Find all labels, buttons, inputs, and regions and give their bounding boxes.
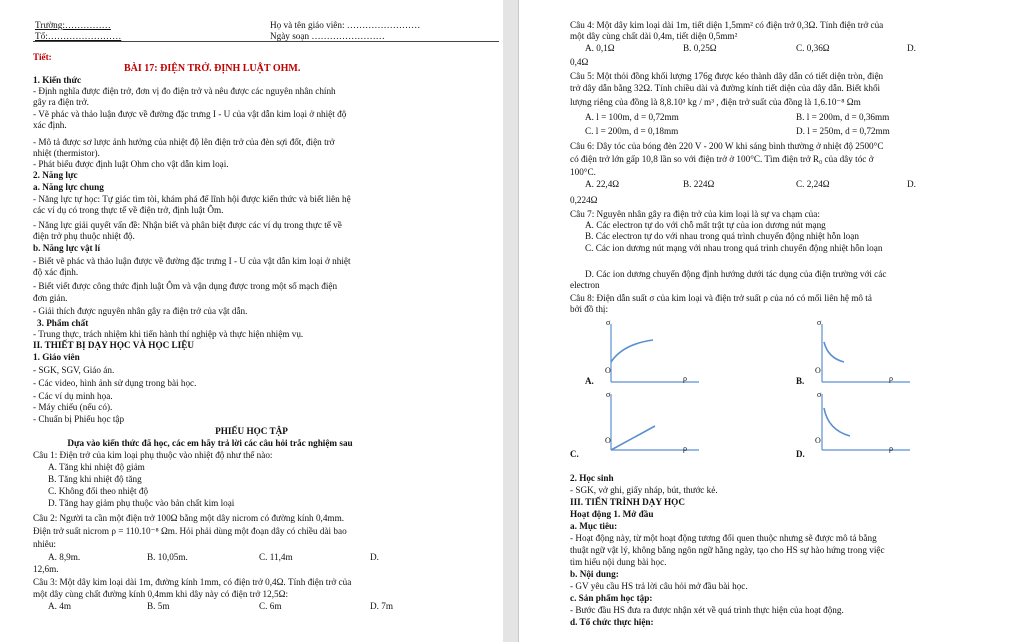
text-line: - Máy chiếu (nếu có).	[33, 402, 113, 412]
text-line: - Năng lực tự học: Tự giác tìm tòi, khám phá để lĩnh hội được kiến thức và biết liên hệ	[33, 194, 351, 204]
graph-c-y-label: σ	[606, 390, 611, 399]
text-line: thuật ngữ vật lý, không bằng ngôn ngữ hằng ngày, tạo cho HS sự hào hứng trong việc	[570, 545, 885, 555]
graph-b	[814, 318, 914, 388]
right-page	[518, 0, 1021, 642]
graph-c-origin: O	[605, 436, 611, 445]
graph-a-x-label: ρ	[683, 374, 687, 383]
date-label: Ngày soạn ……………………	[270, 31, 385, 41]
section-general-competence: a. Năng lực chung	[33, 182, 104, 192]
graph-d-y-label: σ	[817, 390, 822, 399]
text-line: tìm hiểu nội dung bài học.	[570, 557, 667, 567]
q1-option-b: B. Tăng khi nhiệt độ tăng	[48, 474, 142, 484]
text-line: electron	[570, 280, 600, 290]
section-teaching-process: III. TIẾN TRÌNH DẠY HỌC	[570, 497, 685, 507]
graph-d-option: D.	[796, 449, 805, 459]
text-line: - Biết viết được công thức định luật Ôm và vận dụng được trong một số mạch điện	[33, 281, 338, 291]
worksheet-title: PHIẾU HỌC TẬP	[215, 426, 288, 436]
text-line: bởi đồ thị:	[570, 304, 609, 314]
q3-option-a: A. 4m	[48, 601, 71, 611]
section-equipment: II. THIẾT BỊ DẠY HỌC VÀ HỌC LIỆU	[33, 340, 194, 350]
graph-d	[814, 390, 914, 460]
q5-option-c: C. l = 200m, d = 0,18mm	[585, 126, 679, 136]
q7-option-a: A. Các electron tự do với chỗ mất trật tự của ion dương nút mạng	[585, 220, 826, 230]
question-1: Câu 1: Điện trở của kim loại phụ thuộc vào nhiệt độ như thế nào:	[33, 450, 273, 460]
text-line: 0,224Ω	[570, 195, 598, 205]
q1-option-a: A. Tăng khi nhiệt độ giảm	[48, 462, 145, 472]
teacher-label: Họ và tên giáo viên: ……………………	[270, 20, 421, 30]
text-line: một dây cùng chất đường kính 0,4mm khi dây này có điện trở 12,5Ω:	[33, 589, 288, 599]
q3-option-b: B. 5m	[147, 601, 170, 611]
question-6: Câu 6: Dây tóc của bóng đèn 220 V - 200 W khi sáng bình thường ở nhiệt độ 2500°C	[570, 141, 884, 151]
q6-option-d: D.	[907, 179, 916, 189]
q2-option-b: B. 10,05m.	[147, 552, 188, 562]
q5-option-b: B. l = 200m, d = 0,36mm	[796, 112, 890, 122]
text-line: - Chuẩn bị Phiếu học tập	[33, 414, 125, 424]
graph-a	[603, 318, 703, 388]
activity-1-product: c. Sản phẩm học tập:	[570, 593, 653, 603]
q2-option-c: C. 11,4m	[259, 552, 293, 562]
period-label: Tiết:	[33, 52, 52, 62]
q4-option-b: B. 0,25Ω	[683, 43, 717, 53]
text-line: xác định.	[33, 120, 67, 130]
q2-option-a: A. 8,9m.	[48, 552, 81, 562]
lesson-title: BÀI 17: ĐIỆN TRỞ. ĐỊNH LUẬT OHM.	[124, 63, 301, 74]
text-line: đơn giản.	[33, 293, 68, 303]
question-4: Câu 4: Một dây kim loại dài 1m, tiết diện 1,5mm² có điện trở 0,3Ω. Tính điện trở của	[570, 20, 884, 30]
text-line: 100°C.	[570, 167, 596, 177]
text-line: - SGK, SGV, Giáo án.	[33, 365, 115, 375]
graph-c-x-label: ρ	[683, 444, 687, 453]
text-line: - Hoạt động này, từ một hoạt động tương đối quen thuộc nhưng sẽ được mô tả bằng	[570, 533, 877, 543]
group-label: Tổ:……………………	[35, 31, 122, 41]
text-line: Điện trở suất nicrom ρ = 110.10⁻⁸ Ωm. Hỏi phải dùng một đoạn dây có chiều dài bao	[33, 526, 347, 536]
graph-b-x-label: ρ	[889, 374, 893, 383]
q3-option-c: C. 6m	[259, 601, 282, 611]
graph-d-x-label: ρ	[889, 444, 893, 453]
graph-c-option: C.	[570, 449, 579, 459]
text-line: - Trung thực, trách nhiệm khi tiến hành thí nghiệp và thực hiện nhiệm vụ.	[33, 329, 304, 339]
q4-option-c: C. 0,36Ω	[796, 43, 830, 53]
text-line: - Biết vẽ phác và thảo luận được về đường đặc trưng I - U của vật dẫn kim loại ở nhiệt	[33, 256, 351, 266]
text-line: các ví dụ có trong thực tế về điện trở, định luật Ôm.	[33, 205, 224, 215]
question-5: Câu 5: Một thỏi đồng khối lượng 176g được kéo thành dây dẫn có tiết diện tròn, điện	[570, 71, 884, 81]
text-line: độ xác định.	[33, 267, 79, 277]
text-line: 12,6m.	[33, 564, 59, 574]
activity-1-organization: d. Tổ chức thực hiện:	[570, 617, 654, 627]
activity-1-content: b. Nội dung:	[570, 569, 619, 579]
q1-option-d: D. Tăng hay giảm phụ thuộc vào bản chất kim loại	[48, 498, 235, 508]
q2-option-d: D.	[370, 552, 379, 562]
question-7: Câu 7: Nguyên nhân gây ra điện trở của kim loại là sự va chạm của:	[570, 209, 820, 219]
q1-option-c: C. Không đổi theo nhiệt độ	[48, 486, 149, 496]
q3-option-d: D. 7m	[370, 601, 393, 611]
header-rule	[33, 41, 499, 42]
text-line: - Định nghĩa được điện trở, đơn vị đo điện trở và nêu được các nguyên nhân chính	[33, 86, 336, 96]
text-line: - Các ví dụ minh họa.	[33, 391, 113, 401]
q5-option-a: A. l = 100m, d = 0,72mm	[585, 112, 679, 122]
text-line: - Bước đầu HS đưa ra được nhận xét về quá trình thực hiện của hoạt động.	[570, 605, 844, 615]
q5-option-d: D. l = 250m, d = 0,72mm	[796, 126, 890, 136]
section-student: 2. Học sinh	[570, 473, 614, 483]
q6-option-c: C. 2,24Ω	[796, 179, 830, 189]
worksheet-subtitle: Dựa vào kiến thức đã học, các em hãy trả lời các câu hỏi trắc nghiệm sau	[67, 438, 353, 448]
text-line: - SGK, vở ghi, giấy nháp, bút, thước kẻ.	[570, 485, 718, 495]
activity-1-heading: Hoạt động 1. Mở đầu	[570, 509, 654, 519]
graph-a-y-label: σ	[606, 318, 611, 327]
text-line: - GV yêu cầu HS trả lời câu hỏi mở đầu bài học.	[570, 581, 748, 591]
section-teacher: 1. Giáo viên	[33, 352, 80, 362]
text-line: - Vẽ phác và thảo luận được về đường đặc trưng I - U của vật dẫn kim loại ở nhiệt độ	[33, 109, 347, 119]
q6-option-a: A. 22,4Ω	[585, 179, 620, 189]
q7-option-b: B. Các electron tự do với nhau trong quá trình chuyển động nhiệt hỗn loạn	[585, 231, 859, 241]
text-line: - Các video, hình ảnh sử dụng trong bài học.	[33, 378, 197, 388]
section-competence: 2. Năng lực	[33, 170, 78, 180]
section-knowledge: 1. Kiến thức	[33, 75, 82, 85]
page-gap	[503, 0, 518, 642]
activity-1-objective: a. Mục tiêu:	[570, 521, 618, 531]
text-line: - Mô tả được sơ lược ảnh hưởng của nhiệt độ lên điện trở của đèn sợi đốt, điện trở	[33, 137, 335, 147]
graph-a-option: A.	[585, 376, 594, 386]
school-label: Trường:……………	[35, 20, 111, 30]
section-physics-competence: b. Năng lực vật lí	[33, 243, 101, 253]
q7-option-d: D. Các ion dương chuyển động định hướng dưới tác dụng của điện trường với các	[585, 269, 887, 279]
text-line: - Năng lực giải quyết vấn đề: Nhận biết và phân biệt được các ví dụ trong thực tế về	[33, 220, 342, 230]
question-8: Câu 8: Điện dẫn suất σ của kim loại và điện trở suất ρ của nó có mối liên hệ mô tả	[570, 293, 872, 303]
graph-b-origin: O	[815, 366, 821, 375]
question-3: Câu 3: Một dây kim loại dài 1m, đường kính 1mm, có điện trở 0,4Ω. Tính điện trở của	[33, 577, 352, 587]
question-2: Câu 2: Người ta cần một điện trở 100Ω bằng một dây nicrom có đường kính 0,4mm.	[33, 513, 345, 523]
graph-b-y-label: σ	[817, 318, 822, 327]
text-line: nhiệt (thermistor).	[33, 148, 100, 158]
text-line: 0,4Ω	[570, 57, 589, 67]
text-line: lượng riêng của đồng là 8,8.10³ kg / m³ , điện trở suất của đồng là 1,6.10⁻⁸ Ωm	[570, 97, 861, 107]
text-line: một dây cùng chất dài 0,4m, tiết diện 0,5mm²	[570, 31, 738, 41]
text-line: nhiêu:	[33, 539, 56, 549]
text-line: - Phát biểu được định luật Ohm cho vật dẫn kim loại.	[33, 159, 229, 169]
left-page	[0, 0, 503, 642]
section-quality: 3. Phẩm chất	[37, 318, 89, 328]
q4-option-a: A. 0,1Ω	[585, 43, 615, 53]
q4-option-d: D.	[907, 43, 916, 53]
text-line: điện trở phụ thuộc nhiệt độ.	[33, 231, 135, 241]
graph-b-option: B.	[796, 376, 805, 386]
text-line: gây ra điện trở.	[33, 97, 89, 107]
q6-option-b: B. 224Ω	[683, 179, 715, 189]
graph-c	[603, 390, 703, 460]
text-line: trở dây dẫn bằng 32Ω. Tính chiều dài và đường kính tiết diện của dây dẫn. Biết khối	[570, 83, 881, 93]
text-line: - Giải thích được nguyên nhân gây ra điện trở của vật dẫn.	[33, 306, 248, 316]
graph-d-origin: O	[815, 436, 821, 445]
q7-option-c: C. Các ion dương nút mạng với nhau trong quá trình chuyển động nhiệt hỗn loạn	[585, 243, 883, 253]
graph-a-origin: O	[605, 366, 611, 375]
text-line: có điện trở lớn gấp 10,8 lần so với điện trở ở 100°C. Tìm điện trở R₀ của dây tóc ở	[570, 154, 874, 164]
